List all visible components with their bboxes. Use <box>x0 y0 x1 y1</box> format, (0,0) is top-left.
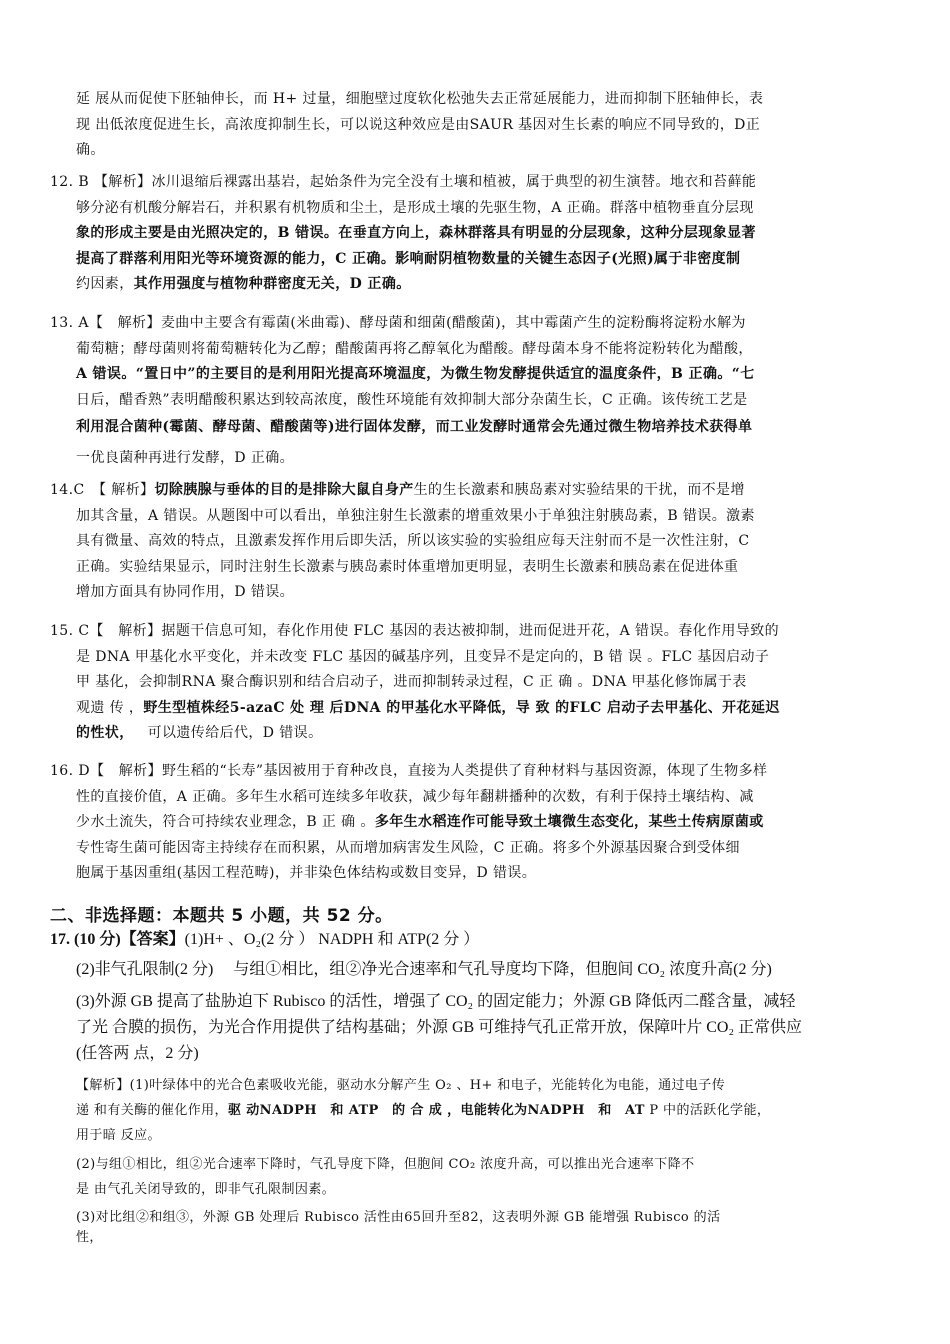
text-fragment: (1)H+ 、O₂(2 分 ） NADPH 和 ATP(2 分 ） <box>184 931 480 948</box>
text-fragment: 14.C 【 解析】 <box>50 482 155 498</box>
text-fragment: 约因素， <box>76 276 134 292</box>
q17-answer-3 <box>76 989 891 1067</box>
text-fragment: 其作用强度与植物种群密度无关，D 正确。 <box>133 276 411 292</box>
q17-answer-2: (2)非气孔限制(2 分) 与组①相比，组②净光合速率和气孔导度均下降，但胞间 CO₂ 浓度升高(2 分) <box>76 961 772 978</box>
text-line: 增加方面具有协同作用，D 错误。 <box>76 584 295 600</box>
q16-answer <box>50 759 891 887</box>
q17-answer-header <box>50 928 891 952</box>
text-line: 性， <box>76 1230 103 1245</box>
text-line: 确。 <box>76 142 105 158</box>
text-line: 是 DNA 甲基化水平变化，并未改变 FLC 基因的碱基序列，且变异不是定向的，B 错 误 。FLC 基因启动子 <box>76 648 770 665</box>
q17-explanation-3 <box>76 1208 891 1248</box>
text-line: 13. A【 解析】麦曲中主要含有霉菌(米曲霉)、酵母菌和细菌(醋酸菌)，其中霉菌产生的淀粉酶将淀粉水解为 <box>50 315 746 331</box>
text-line: 正确。实验结果显示，同时注射生长激素与胰岛素时体重增加更明显，表明生长激素和胰岛素在促进体重 <box>76 558 739 575</box>
text-line: (2)与组①相比，组②光合速率下降时，气孔导度下降，但胞间 CO₂ 浓度升高，可以推出光合速率下降不 <box>76 1157 695 1172</box>
text-line: 延 展从而促使下胚轴伸长，而 H+ 过量，细胞壁过度软化松弛失去正常延展能力，进而抑制下胚轴伸长，表 <box>76 91 764 107</box>
text-line: 12. B 【解析】冰川退缩后裸露出基岩，起始条件为完全没有土壤和植被，属于典型的初生演替。地衣和苔藓能 <box>50 174 757 190</box>
text-fragment: 递 和有关酶的催化作用， <box>76 1103 228 1118</box>
text-fragment: 观遗 传 ， <box>76 699 144 716</box>
text-line: 日后，醋香熟”表明醋酸积累达到较高浓度，酸性环境能有效抑制大部分杂菌生长，C 正确。该传统工艺是 <box>76 391 748 408</box>
text-fragment: 野生型植株经5-azaC 处 理 后DNA 的甲基化水平降低，导 致 的FLC 启动子去甲基化、开花延迟 <box>143 699 780 716</box>
text-fragment: 17. (10 分)【答案】 <box>50 931 185 948</box>
text-line: 15. C【 解析】据题干信息可知，春化作用使 FLC 基因的表达被抑制，进而促进开花，A 错误。春化作用导致的 <box>50 623 780 639</box>
text-fragment: 切除胰腺与垂体的目的是排除大鼠自身产 <box>154 482 414 498</box>
text-line: 是 由气孔关闭导致的，即非气孔限制因素。 <box>76 1182 336 1197</box>
text-line: 够分泌有机酸分解岩石，并积累有机物质和尘土，是形成土壤的先驱生物，A 正确。群落中植物垂直分层现 <box>76 199 754 216</box>
text-fragment: 生的生长激素和胰岛素对实验结果的干扰，而不是增 <box>413 482 745 498</box>
text-fragment: 少水土流失，符合可持续农业理念，B 正 确 。 <box>76 814 375 830</box>
text-fragment: 可以遗传给后代，D 错误。 <box>147 725 323 741</box>
text-fragment: 驱 动NADPH 和 ATP 的 合 成 ，电能转化为NADPH 和 AT <box>227 1103 645 1118</box>
text-line: 象的形成主要是由光照决定的，B 错误。在垂直方向上，森林群落具有明显的分层现象，这种分层现象显著 <box>76 225 756 241</box>
text-line: 专性寄生菌可能因寄主持续存在而积累，从而增加病害发生风险，C 正确。将多个外源基因聚合到受体细 <box>76 839 740 856</box>
text-line: 【解析】(1)叶绿体中的光合色素吸收光能，驱动水分解产生 O₂ 、H+ 和电子，光能转化为电能，通过电子传 <box>76 1078 726 1093</box>
text-line: (3)对比组②和组③，外源 GB 处理后 Rubisco 活性由65回升至82，这表明外源 GB 能增强 Rubisco 的活 <box>76 1210 721 1225</box>
q15-answer <box>50 619 891 747</box>
text-line: (任答两 点，2 分) <box>76 1045 199 1062</box>
text-line: 了光 合膜的损伤，为光合作用提供了结构基础；外源 GB 可维持气孔正常开放，保障叶片 CO₂ 正常供应 <box>76 1019 803 1036</box>
text-line: 葡萄糖；酵母菌则将葡萄糖转化为乙醇；醋酸菌再将乙醇氧化为醋酸。酵母菌本身不能将淀粉转化为醋酸， <box>76 340 753 357</box>
text-line: 甲 基化，会抑制RNA 聚合酶识别和结合启动子，进而抑制转录过程，C 正 确 。DNA 甲基化修饰属于表 <box>76 674 747 690</box>
q13-answer <box>50 311 891 474</box>
text-fragment: P 中的活跃化学能， <box>644 1103 771 1118</box>
text-line: 性的直接价值，A 正确。多年生水稻可连续多年收获，减少每年翻耕播种的次数，有利于保持土壤结构、减 <box>76 788 754 805</box>
q11-continuation <box>76 87 891 164</box>
text-line: A 错误。“置日中”的主要目的是利用阳光提高环境温度，为微生物发酵提供适宜的温度条件，B 正确。“七 <box>76 366 755 382</box>
text-line: 利用混合菌种(霉菌、酵母菌、醋酸菌等)进行固体发酵，而工业发酵时通常会先通过微生物培养技术获得单 <box>76 419 753 435</box>
q17-explanation-1 <box>76 1073 891 1148</box>
text-fragment: 的性状， <box>76 725 134 741</box>
text-line: 用于暗 反应。 <box>76 1128 161 1143</box>
text-line: (3)外源 GB 提高了盐胁迫下 Rubisco 的活性，增强了 CO₂ 的固定能力；外源 GB 降低丙二醛含量，减轻 <box>76 993 796 1010</box>
q12-answer <box>50 170 891 298</box>
text-line: 加其含量，A 错误。从题图中可以看出，单独注射生长激素的增重效果小于单独注射胰岛素，B 错误。激素 <box>76 507 755 524</box>
text-line: 一优良菌种再进行发酵，D 正确。 <box>76 450 295 466</box>
q17-explanation-2 <box>76 1152 891 1202</box>
text-line: 具有微量、高效的特点，且激素发挥作用后即失活，所以该实验的实验组应每天注射而不是一次性注射，C <box>76 533 750 549</box>
section-heading: 二、非选择题：本题共 5 小题，共 52 分。 <box>50 906 393 926</box>
q14-answer <box>50 478 891 606</box>
text-line: 现 出低浓度促进生长，高浓度抑制生长，可以说这种效应是由SAUR 基因对生长素的响应不同导致的，D正 <box>76 116 761 133</box>
text-line: 16. D【 解析】野生稻的“长寿”基因被用于育种改良，直接为人类提供了育种材料与基因资源，体现了生物多样 <box>50 763 768 779</box>
text-fragment: 多年生水稻连作可能导致土壤微生态变化，某些土传病原菌或 <box>374 814 764 830</box>
text-line: 提高了群落利用阳光等环境资源的能力，C 正确。影响耐阴植物数量的关键生态因子(光照)属于非密度制 <box>76 250 741 267</box>
text-line: 胞属于基因重组(基因工程范畴)，并非染色体结构或数目变异，D 错误。 <box>76 865 537 881</box>
